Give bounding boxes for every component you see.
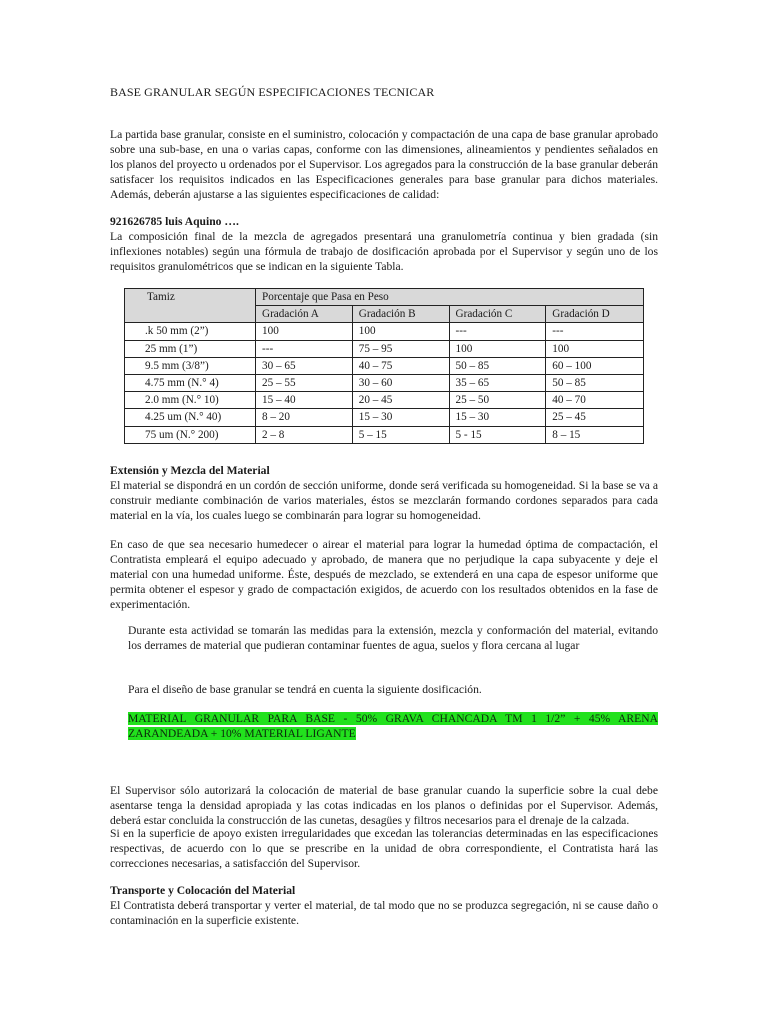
table-cell: 30 – 60 xyxy=(352,374,449,391)
table-cell: 8 – 20 xyxy=(256,409,353,426)
table-cell: 30 – 65 xyxy=(256,357,353,374)
transport-heading: Transporte y Colocación del Material xyxy=(110,884,296,897)
table-cell: 25 – 45 xyxy=(546,409,644,426)
table-row xyxy=(125,409,644,426)
table-cell: --- xyxy=(546,323,644,340)
table-cell: 2 – 8 xyxy=(256,426,353,443)
table-cell: 15 – 30 xyxy=(352,409,449,426)
table-cell: 8 – 15 xyxy=(546,426,644,443)
gradation-a-header: Gradación A xyxy=(256,306,353,323)
gradation-c-header: Gradación C xyxy=(449,306,546,323)
table-row xyxy=(125,357,644,374)
table-row xyxy=(125,374,644,391)
dosage-highlight xyxy=(128,711,658,741)
table-cell: 100 xyxy=(256,323,353,340)
intro-paragraph: La partida base granular, consiste en el suministro, colocación y compactación de una capa de base granular aprobado sobre una sub-base, en una o varias capas, conforme con las dimensiones, alineamientos y pendientes señalados en los planos del proyecto u ordenados por el Supervisor. Los agregados para la construcción de la base granular deberán satisfacer los requisitos indicados en las Especificaciones generales para base granular para dichos materiales. Además, deberán ajustarse a las siguientes especificaciones de calidad: xyxy=(110,128,658,202)
dosage-intro: Para el diseño de base granular se tendrá en cuenta la siguiente dosificación. xyxy=(128,683,482,696)
table-cell: 15 – 40 xyxy=(256,392,353,409)
table-row xyxy=(125,323,644,340)
document-title: BASE GRANULAR SEGÚN ESPECIFICACIONES TECNICAR xyxy=(110,85,435,99)
table-cell: 35 – 65 xyxy=(449,374,546,391)
table-header-row xyxy=(125,289,644,306)
extension-paragraph-1: El material se dispondrá en un cordón de sección uniforme, donde será verificada su homogeneidad. Si la base se va a construir mediante combinación de varios materiales, éstos se mezclarán formando cordones separados para cada material en la vía, los cuales luego se combinarán para lograr su homogeneidad. xyxy=(110,479,658,523)
table-cell: --- xyxy=(256,340,353,357)
table-cell: 4.75 mm (N.° 4) xyxy=(125,374,256,391)
table-cell: 40 – 75 xyxy=(352,357,449,374)
table-cell: 75 – 95 xyxy=(352,340,449,357)
dosage-highlight-text: MATERIAL GRANULAR PARA BASE - 50% GRAVA CHANCADA TM 1 1/2” + 45% ARENA ZARANDEADA + 10% MATERIAL LIGANTE xyxy=(128,712,658,741)
table-cell: .k 50 mm (2”) xyxy=(125,323,256,340)
percentage-group-header: Porcentaje que Pasa en Peso xyxy=(256,289,644,306)
extension-heading: Extensión y Mezcla del Material xyxy=(110,464,270,477)
table-cell: 4.25 um (N.° 40) xyxy=(125,409,256,426)
table-cell: 15 – 30 xyxy=(449,409,546,426)
table-cell: 25 – 50 xyxy=(449,392,546,409)
supervisor-paragraph-2: Si en la superficie de apoyo existen irregularidades que excedan las tolerancias determinadas en las especificaciones respectivas, de acuerdo con lo que se prescribe en la unidad de obra correspondiente, el Contratista hará las correcciones necesarias, a satisfacción del Supervisor. xyxy=(110,827,658,871)
table-cell: 100 xyxy=(352,323,449,340)
activity-note: Durante esta actividad se tomarán las medidas para la extensión, mezcla y conformación del material, evitando los derrames de material que pudieran contaminar fuentes de agua, suelos y flora cercana al lugar xyxy=(128,624,658,653)
transport-paragraph-1: El Contratista deberá transportar y verter el material, de tal modo que no se produzca segregación, ni se cause daño o contaminación en la superficie existente. xyxy=(110,899,658,928)
gradation-d-header: Gradación D xyxy=(546,306,644,323)
table-row xyxy=(125,392,644,409)
table-cell: 50 – 85 xyxy=(546,374,644,391)
tamiz-header: Tamiz xyxy=(125,289,256,323)
extension-paragraph-2: En caso de que sea necesario humedecer o airear el material para lograr la humedad óptima de compactación, el Contratista empleará el equipo adecuado y aprobado, de manera que no perjudique la capa subyacente y deje el material con una humedad uniforme. Éste, después de mezclado, se extenderá en una capa de espesor uniforme que permita obtener el espesor y grado de compactación exigidos, de acuerdo con los resultados obtenidos en la fase de experimentación. xyxy=(110,538,658,612)
table-cell: 25 – 55 xyxy=(256,374,353,391)
table-cell: 2.0 mm (N.° 10) xyxy=(125,392,256,409)
supervisor-paragraph-1: El Supervisor sólo autorizará la colocación de material de base granular cuando la superficie sobre la cual debe asentarse tenga la densidad apropiada y las cotas indicadas en los planos o definidas por el Supervisor. Además, deberá estar concluida la construcción de las cunetas, desagües y filtros necesarios para el drenaje de la calzada. xyxy=(110,784,658,828)
table-cell: 9.5 mm (3/8”) xyxy=(125,357,256,374)
table-cell: 25 mm (1”) xyxy=(125,340,256,357)
table-cell: 50 – 85 xyxy=(449,357,546,374)
table-cell: 5 - 15 xyxy=(449,426,546,443)
table-cell: 20 – 45 xyxy=(352,392,449,409)
table-cell: 40 – 70 xyxy=(546,392,644,409)
table-cell: 60 – 100 xyxy=(546,357,644,374)
contact-heading: 921626785 luis Aquino …. xyxy=(110,215,239,228)
table-cell: 75 um (N.° 200) xyxy=(125,426,256,443)
table-cell: 100 xyxy=(449,340,546,357)
table-row xyxy=(125,426,644,443)
table-cell: --- xyxy=(449,323,546,340)
composition-paragraph: La composición final de la mezcla de agregados presentará una granulometría continua y bien gradada (sin inflexiones notables) según una fórmula de trabajo de dosificación aprobada por el Supervisor y según uno de los requisitos granulométricos que se indican en la siguiente Tabla. xyxy=(110,230,658,274)
gradation-b-header: Gradación B xyxy=(352,306,449,323)
gradation-table xyxy=(124,288,644,444)
table-row xyxy=(125,340,644,357)
table-cell: 5 – 15 xyxy=(352,426,449,443)
table-cell: 100 xyxy=(546,340,644,357)
